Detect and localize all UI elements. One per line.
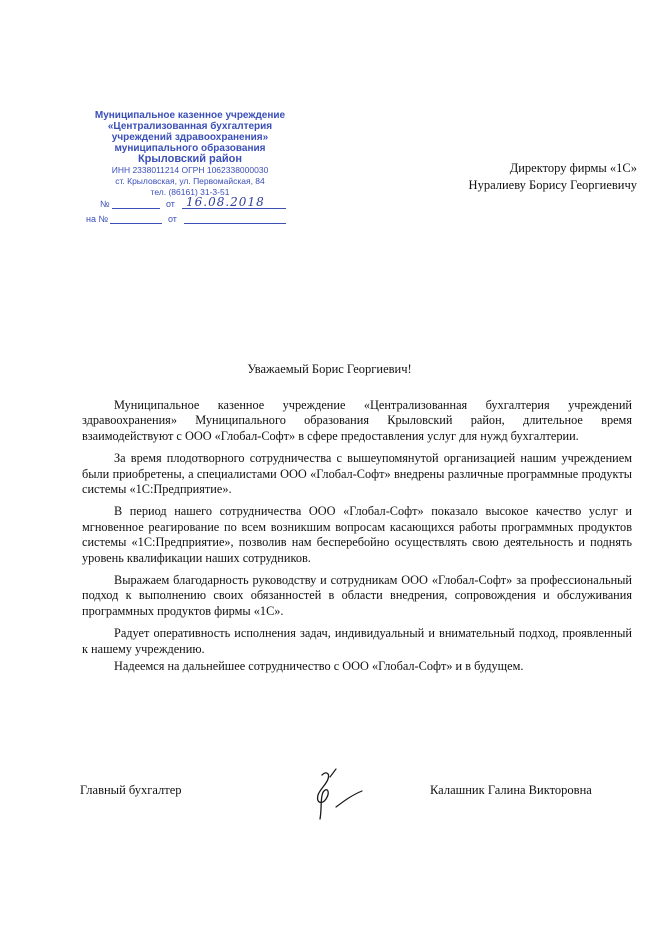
stamp-line-1: Муниципальное казенное учреждение <box>94 110 286 121</box>
outgoing-number-row <box>86 195 294 213</box>
stamp-line-7: ст. Крыловская, ул. Первомайская, 84 <box>115 176 265 186</box>
reference-date-label: от <box>168 214 177 224</box>
paragraph: В период нашего сотрудничества ООО «Глобал-Софт» показало высокое качество услуг и мгновенное реагирование по всем возникшим вопросам касающихся работы программных продуктов системы «1С:Предприятие», позволив нам бесперебойно осуществлять свою деятельность и поднять уровень квалификации наших сотрудников. <box>82 504 632 565</box>
greeting: Уважаемый Борис Георгиевич! <box>247 362 412 376</box>
paragraph: Надеемся на дальнейшее сотрудничество с ООО «Глобал-Софт» и в будущем. <box>114 659 524 674</box>
signer-position: Главный бухгалтер <box>80 783 182 797</box>
stamp-line-3: учреждений здравоохранения» <box>111 132 269 143</box>
stamp-line-4: муниципального образования <box>114 143 266 154</box>
addressee-position: Директору фирмы «1С» <box>509 161 637 175</box>
addressee-name: Нуралиеву Борису Георгиевичу <box>468 178 637 192</box>
handwritten-date: 16.08.2018 <box>186 195 265 209</box>
stamp-line-8: тел. (86161) 31-3-51 <box>150 187 230 197</box>
reference-blank <box>110 214 162 224</box>
paragraph: Муниципальное казенное учреждение «Централизованная бухгалтерия учреждений здравоохранения» Муниципального образования Крыловский район, длительное время взаимодействуют с ООО «Глобал-Софт» в сфере предоставления услуг для нужд бухгалтерии. <box>82 398 632 443</box>
paragraph: Радует оперативность исполнения задач, индивидуальный и внимательный подход, проявленный к нашему учреждению. <box>82 626 632 656</box>
stamp-line-6: ИНН 2338011214 ОГРН 1062338000030 <box>111 165 269 175</box>
signer-name: Калашник Галина Викторовна <box>430 783 592 797</box>
reference-number-row <box>86 214 294 228</box>
reference-label: на № <box>86 214 109 224</box>
number-blank <box>112 199 160 209</box>
stamp-line-5: Крыловский район <box>137 153 243 165</box>
sender-stamp <box>86 110 294 228</box>
paragraph: Выражаем благодарность руководству и сотрудникам ООО «Глобал-Софт» за профессиональный подход к выполнению своих обязанностей в области внедрения, сопровождения и обслуживания программных продуктов фирмы «1С». <box>82 573 632 618</box>
letter-body <box>82 398 632 682</box>
handwritten-signature <box>300 765 380 825</box>
addressee-block <box>397 160 637 194</box>
number-label: № <box>100 199 110 209</box>
reference-date-blank <box>184 214 286 224</box>
date-label: от <box>166 199 175 209</box>
paragraph: За время плодотворного сотрудничества с вышеупомянутой организацией нашим учреждением были приобретены, а специалистами ООО «Глобал-Софт» внедрены различные программные продукты системы «1С:Предприятие». <box>82 451 632 497</box>
stamp-line-2: «Централизованная бухгалтерия <box>107 121 273 132</box>
